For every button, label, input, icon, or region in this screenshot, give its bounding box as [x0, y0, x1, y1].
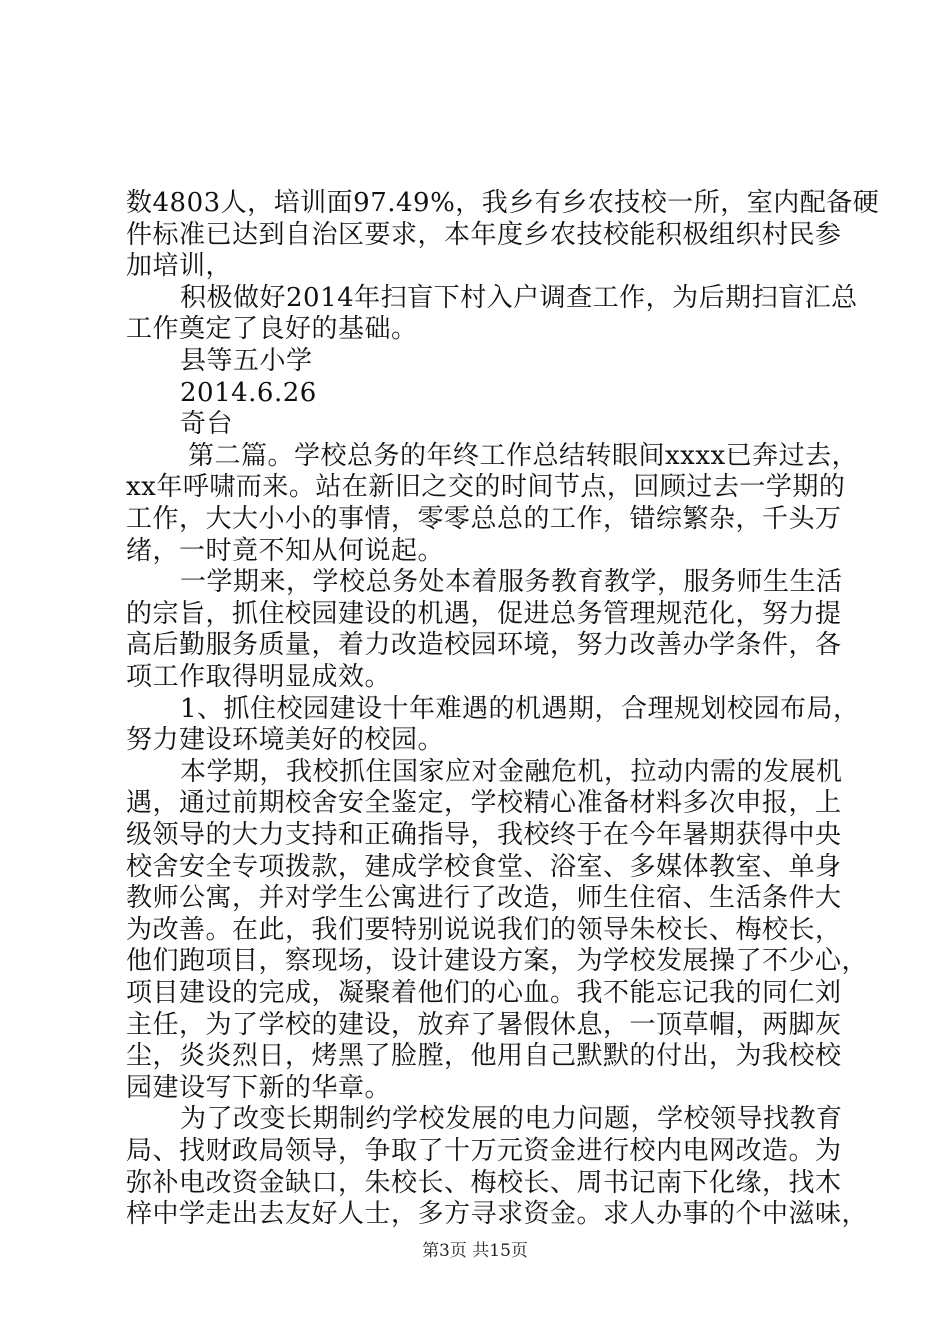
- text-line: 2014.6.26: [180, 377, 317, 408]
- text-line: 教师公寓，并对学生公寓进行了改造，师生住宿、生活条件大: [126, 883, 842, 914]
- text-line: 努力建设环境美好的校园。: [126, 725, 445, 756]
- text-line: 绪，一时竟不知从何说起。: [126, 535, 445, 566]
- text-line: 奇台: [180, 409, 234, 440]
- text-line: 弥补电改资金缺口，朱校长、梅校长、周书记南下化缘，找木: [126, 1167, 842, 1198]
- text-line: 数4803人，培训面97.49%，我乡有乡农技校一所，室内配备硬: [126, 188, 880, 218]
- text-line: 的宗旨，抓住校园建设的机遇，促进总务管理规范化，努力提: [126, 598, 842, 629]
- text-line: 积极做好2014年扫盲下村入户调查工作，为后期扫盲汇总: [180, 282, 858, 313]
- text-line: 工作奠定了良好的基础。: [126, 314, 418, 345]
- page-number-footer: 第3页 共15页: [422, 1241, 528, 1261]
- text-line: 第二篇。学校总务的年终工作总结转眼间xxxx已奔过去，: [188, 440, 859, 471]
- text-line: 高后勤服务质量，着力改造校园环境，努力改善办学条件，各: [126, 630, 842, 661]
- text-line: 件标准已达到自治区要求，本年度乡农技校能积极组织村民参: [126, 219, 842, 250]
- text-line: 为了改变长期制约学校发展的电力问题，学校领导找教育: [180, 1104, 843, 1135]
- text-line: 尘，炎炎烈日，烤黑了脸膛，他用自己默默的付出，为我校校: [126, 1041, 842, 1072]
- text-line: 他们跑项目，察现场，设计建设方案，为学校发展操了不少心，: [126, 946, 869, 977]
- text-line: 县等五小学: [180, 346, 313, 376]
- text-line: 工作，大大小小的事情，零零总总的工作，错综繁杂，千头万: [126, 504, 842, 534]
- text-line: 校舍安全专项拨款，建成学校食堂、浴室、多媒体教室、单身: [126, 851, 842, 882]
- text-line: 梓中学走出去友好人士，多方寻求资金。求人办事的个中滋味，: [126, 1199, 869, 1230]
- text-line: 主任，为了学校的建设，放弃了暑假休息，一顶草帽，两脚灰: [126, 1009, 842, 1040]
- text-line: xx年呼啸而来。站在新旧之交的时间节点，回顾过去一学期的: [126, 472, 846, 503]
- text-line: 为改善。在此，我们要特别说说我们的领导朱校长、梅校长，: [126, 914, 842, 945]
- text-line: 局、找财政局领导，争取了十万元资金进行校内电网改造。为: [126, 1136, 842, 1166]
- text-line: 1、抓住校园建设十年难遇的机遇期，合理规划校园布局，: [180, 693, 860, 724]
- text-line: 一学期来，学校总务处本着服务教育教学，服务师生生活: [180, 567, 843, 598]
- text-line: 加培训，: [126, 251, 233, 282]
- text-line: 遇，通过前期校舍安全鉴定，学校精心准备材料多次申报，上: [126, 788, 842, 819]
- text-line: 项目建设的完成，凝聚着他们的心血。我不能忘记我的同仁刘: [126, 978, 842, 1008]
- text-line: 项工作取得明显成效。: [126, 662, 392, 692]
- text-line: 园建设写下新的华章。: [126, 1072, 392, 1103]
- text-line: 级领导的大力支持和正确指导，我校终于在今年暑期获得中央: [126, 820, 842, 850]
- text-line: 本学期，我校抓住国家应对金融危机，拉动内需的发展机: [180, 756, 843, 787]
